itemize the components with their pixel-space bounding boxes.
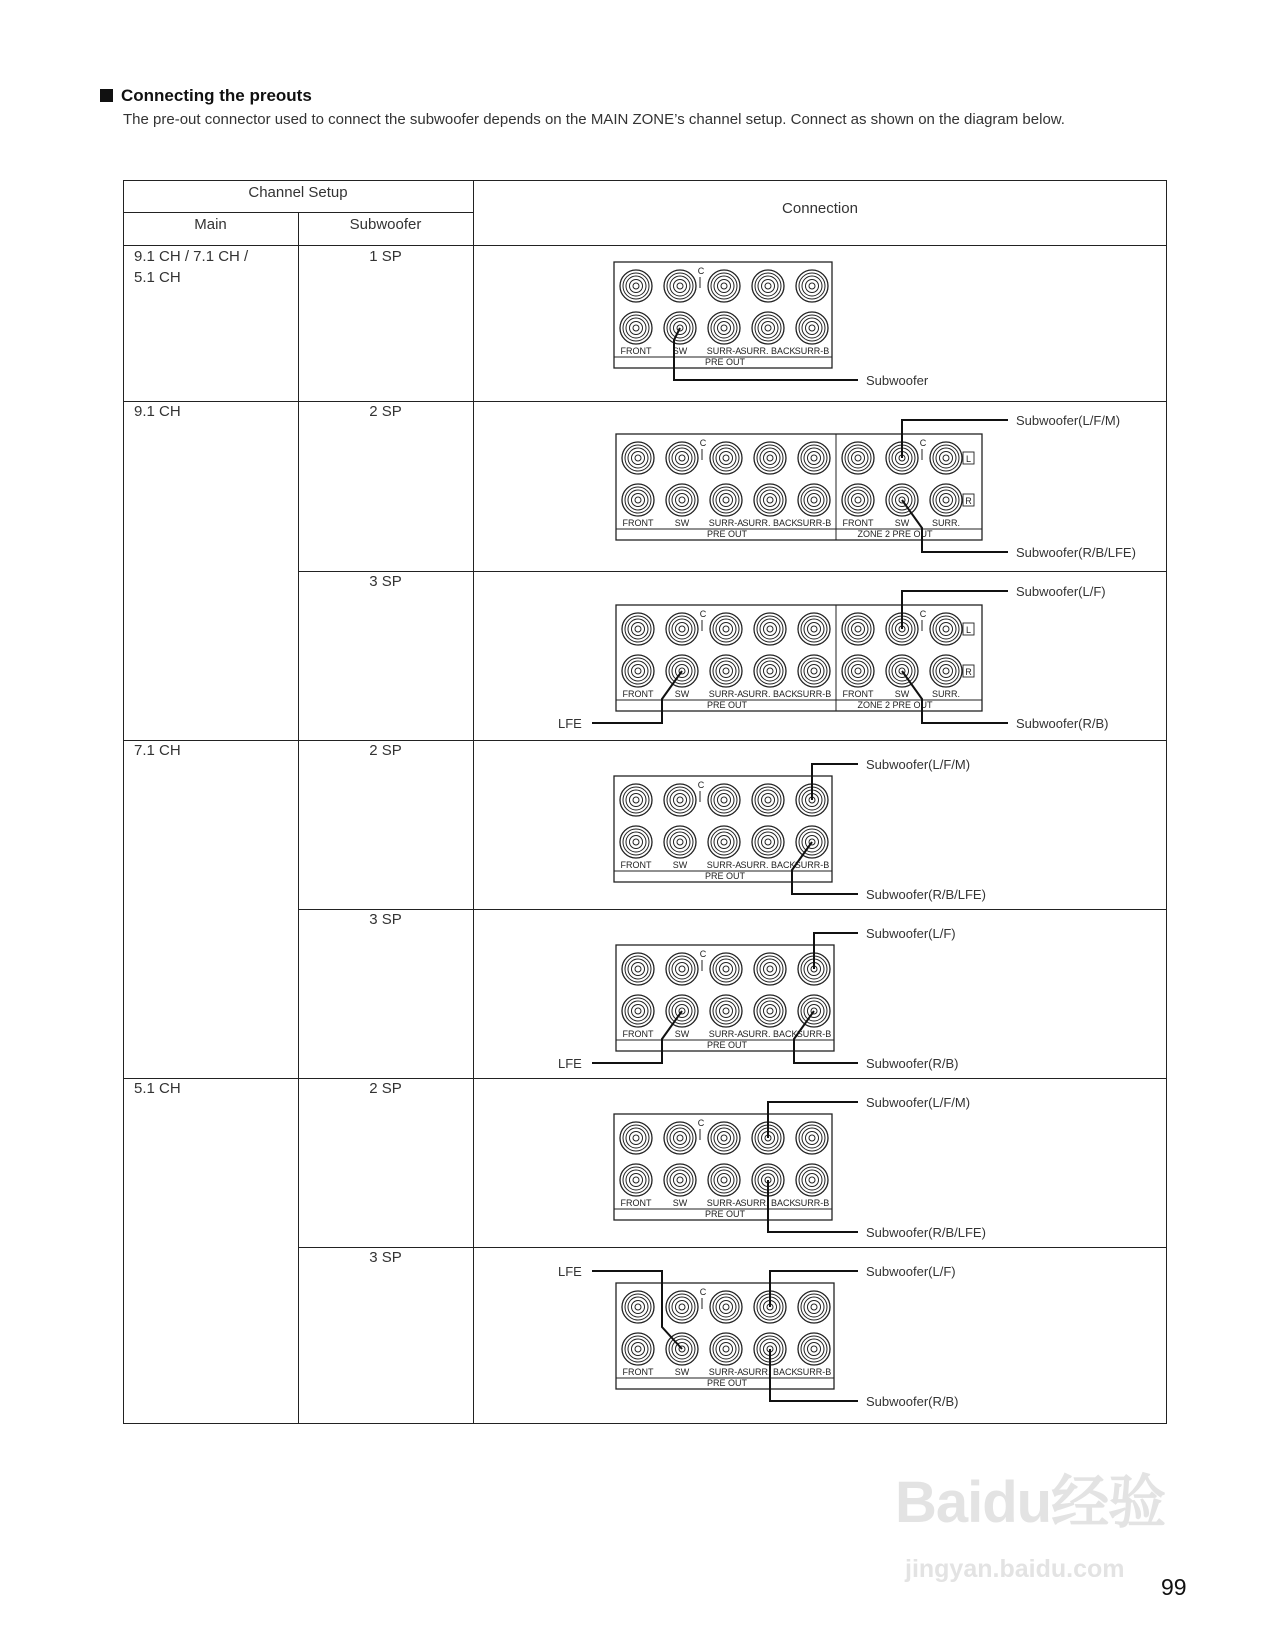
pre-out-label: PRE OUT	[706, 700, 748, 710]
table-rule	[123, 740, 1166, 741]
subwoofer-count: 2 SP	[369, 1080, 402, 1097]
jack-label: SURR. BACK	[742, 1367, 798, 1377]
callout-subwoofer-rblfe: Subwoofer(R/B/LFE)	[866, 1225, 986, 1240]
zone2-jack-label: SW	[894, 518, 910, 528]
jack-label: SURR-A	[708, 1367, 744, 1377]
page-number: 99	[1161, 1574, 1187, 1600]
header-subwoofer: Subwoofer	[349, 216, 422, 233]
center-mark: C	[697, 780, 705, 790]
watermark-url: jingyan.baidu.com	[905, 1555, 1125, 1583]
callout-subwoofer-rblfe: Subwoofer(R/B/LFE)	[866, 887, 986, 902]
zone2-jack-label: SURR.	[931, 518, 961, 528]
table-rule	[298, 1247, 1166, 1248]
jack-label: SURR-B	[794, 346, 830, 356]
lr-mark: R	[965, 496, 972, 506]
subwoofer-count: 2 SP	[369, 742, 402, 759]
jack-label: SW	[674, 1367, 690, 1377]
jack-label: FRONT	[620, 346, 652, 356]
table-rule	[123, 245, 1166, 246]
jack-label: SURR-A	[708, 689, 744, 699]
jack-label: SURR. BACK	[742, 689, 798, 699]
jack-label: FRONT	[622, 1367, 654, 1377]
jack-label: SW	[672, 860, 688, 870]
callout-subwoofer-rb: Subwoofer(R/B)	[866, 1394, 959, 1409]
callout-subwoofer-lfm: Subwoofer(L/F/M)	[1016, 413, 1121, 428]
jack-label: SW	[674, 689, 690, 699]
pre-out-label: PRE OUT	[704, 1209, 746, 1219]
zone2-jack-label: SURR.	[931, 689, 961, 699]
lr-mark: L	[965, 454, 972, 464]
jack-label: SURR-A	[706, 860, 742, 870]
center-mark: C	[919, 609, 927, 619]
jack-label: SURR-B	[796, 518, 832, 528]
jack-label: SURR-A	[708, 518, 744, 528]
watermark-logo: Baidu经验	[895, 1470, 1166, 1535]
pre-out-label: PRE OUT	[706, 529, 748, 539]
main-group-all: 9.1 CH / 7.1 CH / 5.1 CH	[134, 248, 249, 286]
table-rule	[123, 1078, 1166, 1079]
center-mark: C	[699, 949, 707, 959]
center-mark: C	[699, 1287, 707, 1297]
callout-lfe: LFE	[558, 716, 582, 731]
jack-label: SURR-A	[708, 1029, 744, 1039]
header-channel-setup: Channel Setup	[248, 184, 348, 201]
jack-label: SW	[674, 518, 690, 528]
main-group-5-1: 5.1 CH	[134, 1080, 181, 1097]
center-mark: C	[697, 1118, 705, 1128]
section-title: Connecting the preouts	[121, 86, 312, 105]
jack-label: SURR-B	[796, 689, 832, 699]
jack-label: SURR. BACK	[740, 1198, 796, 1208]
lr-mark: R	[965, 667, 972, 677]
main-group-9-1: 9.1 CH	[134, 403, 181, 420]
subwoofer-count: 1 SP	[369, 248, 402, 265]
jack-label: SW	[672, 346, 688, 356]
section-intro: The pre-out connector used to connect the subwoofer depends on the MAIN ZONE’s channel setup. Connect as shown on the diagram below.	[123, 111, 1065, 128]
center-mark: C	[919, 438, 927, 448]
callout-subwoofer-rb: Subwoofer(R/B)	[1016, 716, 1109, 731]
jack-label: SW	[672, 1198, 688, 1208]
zone2-jack-label: FRONT	[842, 689, 874, 699]
callout-lfe: LFE	[558, 1056, 582, 1071]
table-rule	[123, 401, 1166, 402]
subwoofer-count: 3 SP	[369, 1249, 402, 1266]
jack-label: SURR. BACK	[740, 860, 796, 870]
table-rule	[298, 212, 299, 1423]
subwoofer-count: 2 SP	[369, 403, 402, 420]
jack-label: FRONT	[622, 1029, 654, 1039]
pre-out-label: PRE OUT	[706, 1040, 748, 1050]
jack-label: FRONT	[622, 518, 654, 528]
center-mark: C	[699, 609, 707, 619]
subwoofer-count: 3 SP	[369, 573, 402, 590]
callout-subwoofer-rblfe: Subwoofer(R/B/LFE)	[1016, 545, 1136, 560]
callout-lfe: LFE	[558, 1264, 582, 1279]
jack-label: SURR-B	[794, 1198, 830, 1208]
jack-label: SURR. BACK	[740, 346, 796, 356]
pre-out-label: PRE OUT	[704, 871, 746, 881]
jack-label: FRONT	[620, 860, 652, 870]
callout-subwoofer-lf: Subwoofer(L/F)	[866, 926, 956, 941]
callout-subwoofer-lf: Subwoofer(L/F)	[866, 1264, 956, 1279]
zone2-jack-label: FRONT	[842, 518, 874, 528]
jack-label: SURR-A	[706, 1198, 742, 1208]
callout-subwoofer-lf: Subwoofer(L/F)	[1016, 584, 1106, 599]
jack-label: FRONT	[620, 1198, 652, 1208]
jack-label: SURR-B	[794, 860, 830, 870]
table-rule	[298, 571, 1166, 572]
callout-subwoofer-rb: Subwoofer(R/B)	[866, 1056, 959, 1071]
callout-subwoofer-lfm: Subwoofer(L/F/M)	[866, 1095, 971, 1110]
zone2-pre-out-label: ZONE 2 PRE OUT	[857, 529, 933, 539]
pre-out-label: PRE OUT	[704, 357, 746, 367]
lr-mark: L	[965, 625, 972, 635]
header-main: Main	[194, 216, 227, 233]
zone2-jack-label: SW	[894, 689, 910, 699]
callout-subwoofer-lfm: Subwoofer(L/F/M)	[866, 757, 971, 772]
main-group-7-1: 7.1 CH	[134, 742, 181, 759]
center-mark: C	[699, 438, 707, 448]
jack-label: SURR-B	[796, 1367, 832, 1377]
zone2-pre-out-label: ZONE 2 PRE OUT	[857, 700, 933, 710]
jack-label: SURR-B	[796, 1029, 832, 1039]
table-rule	[473, 180, 474, 1423]
jack-label: FRONT	[622, 689, 654, 699]
callout-subwoofer: Subwoofer	[866, 373, 929, 388]
jack-label: SURR. BACK	[742, 518, 798, 528]
pre-out-label: PRE OUT	[706, 1378, 748, 1388]
jack-label: SW	[674, 1029, 690, 1039]
jack-label: SURR-A	[706, 346, 742, 356]
subwoofer-count: 3 SP	[369, 911, 402, 928]
header-connection: Connection	[782, 200, 858, 217]
jack-label: SURR. BACK	[742, 1029, 798, 1039]
table-rule	[298, 909, 1166, 910]
center-mark: C	[697, 266, 705, 276]
